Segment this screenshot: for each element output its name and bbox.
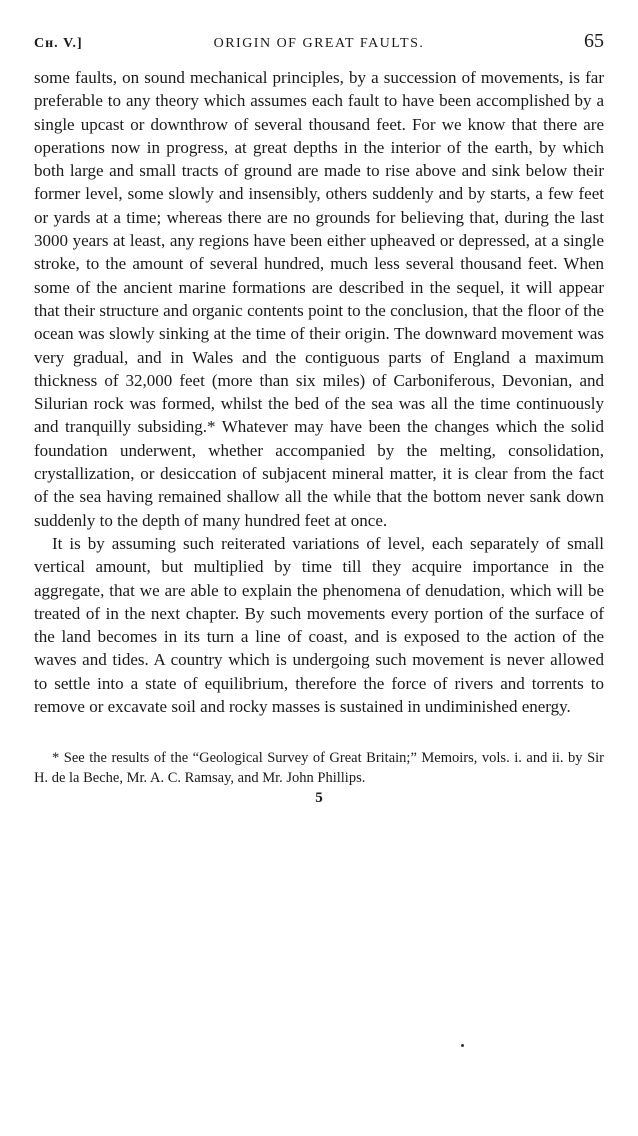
page-number: 65 bbox=[584, 30, 604, 52]
signature-mark: 5 bbox=[315, 790, 323, 807]
paragraph-variations-of-level: It is by assuming such reiterated variations of level, each separately of small vertical amount, but multiplied by time till they acquire importance in the aggregate, that we are able to explain the phenomena of denudation, which will be treated of in the next chapter. By such movements every portion of the surface of the land becomes in its turn a line of coast, and is exposed to the action of the waves and tides. A country which is undergoing such movement is never allowed to settle into a state of equilibrium, therefore the force of rivers and torrents to remove or excavate soil and rocky masses is sustained in undiminished energy. bbox=[34, 533, 604, 717]
body-text bbox=[34, 66, 604, 718]
paper-speck bbox=[461, 1044, 464, 1047]
running-title: ORIGIN OF GREAT FAULTS. bbox=[213, 36, 425, 51]
chapter-label: Cн. V.] bbox=[34, 36, 83, 51]
footnote: * See the results of the “Geological Survey of Great Britain;” Memoirs, vols. i. and ii. by Sir H. de la Beche, Mr. A. C. Ramsay, and Mr. John Phillips. bbox=[34, 750, 604, 787]
paragraph-continued: some faults, on sound mechanical principles, by a succession of movements, is far preferable to any theory which assumes each fault to have been accomplished by a single upcast or downthrow of several thousand feet. For we know that there are operations now in progress, at great depths in the interior of the earth, by which both large and small tracts of ground are made to rise above and sink below their former level, some slowly and insensibly, others suddenly and by starts, a few feet or yards at a time; whereas there are no grounds for believing that, during the last 3000 years at least, any regions have been either upheaved or depressed, at a single stroke, to the amount of several hundred, much less several thousand feet. When some of the ancient marine formations are described in the sequel, it will appear that their structure and organic contents point to the conclusion, that the floor of the ocean was slowly sinking at the time of their origin. The downward movement was very gradual, and in Wales and the contiguous parts of England a maximum thickness of 32,000 feet (more than six miles) of Carboniferous, Devonian, and Silurian rock was formed, whilst the bed of the sea was all the time continuously and tranquilly subsiding.* Whatever may have been the changes which the solid foundation underwent, whether accompanied by the melting, consolidation, crystallization, or desiccation of subjacent mineral matter, it is clear from the fact of the sea having remained shallow all the while that the bottom never sank down suddenly to the depth of many hundred feet at once. bbox=[34, 68, 604, 530]
running-header bbox=[34, 30, 604, 60]
book-page bbox=[34, 30, 604, 807]
